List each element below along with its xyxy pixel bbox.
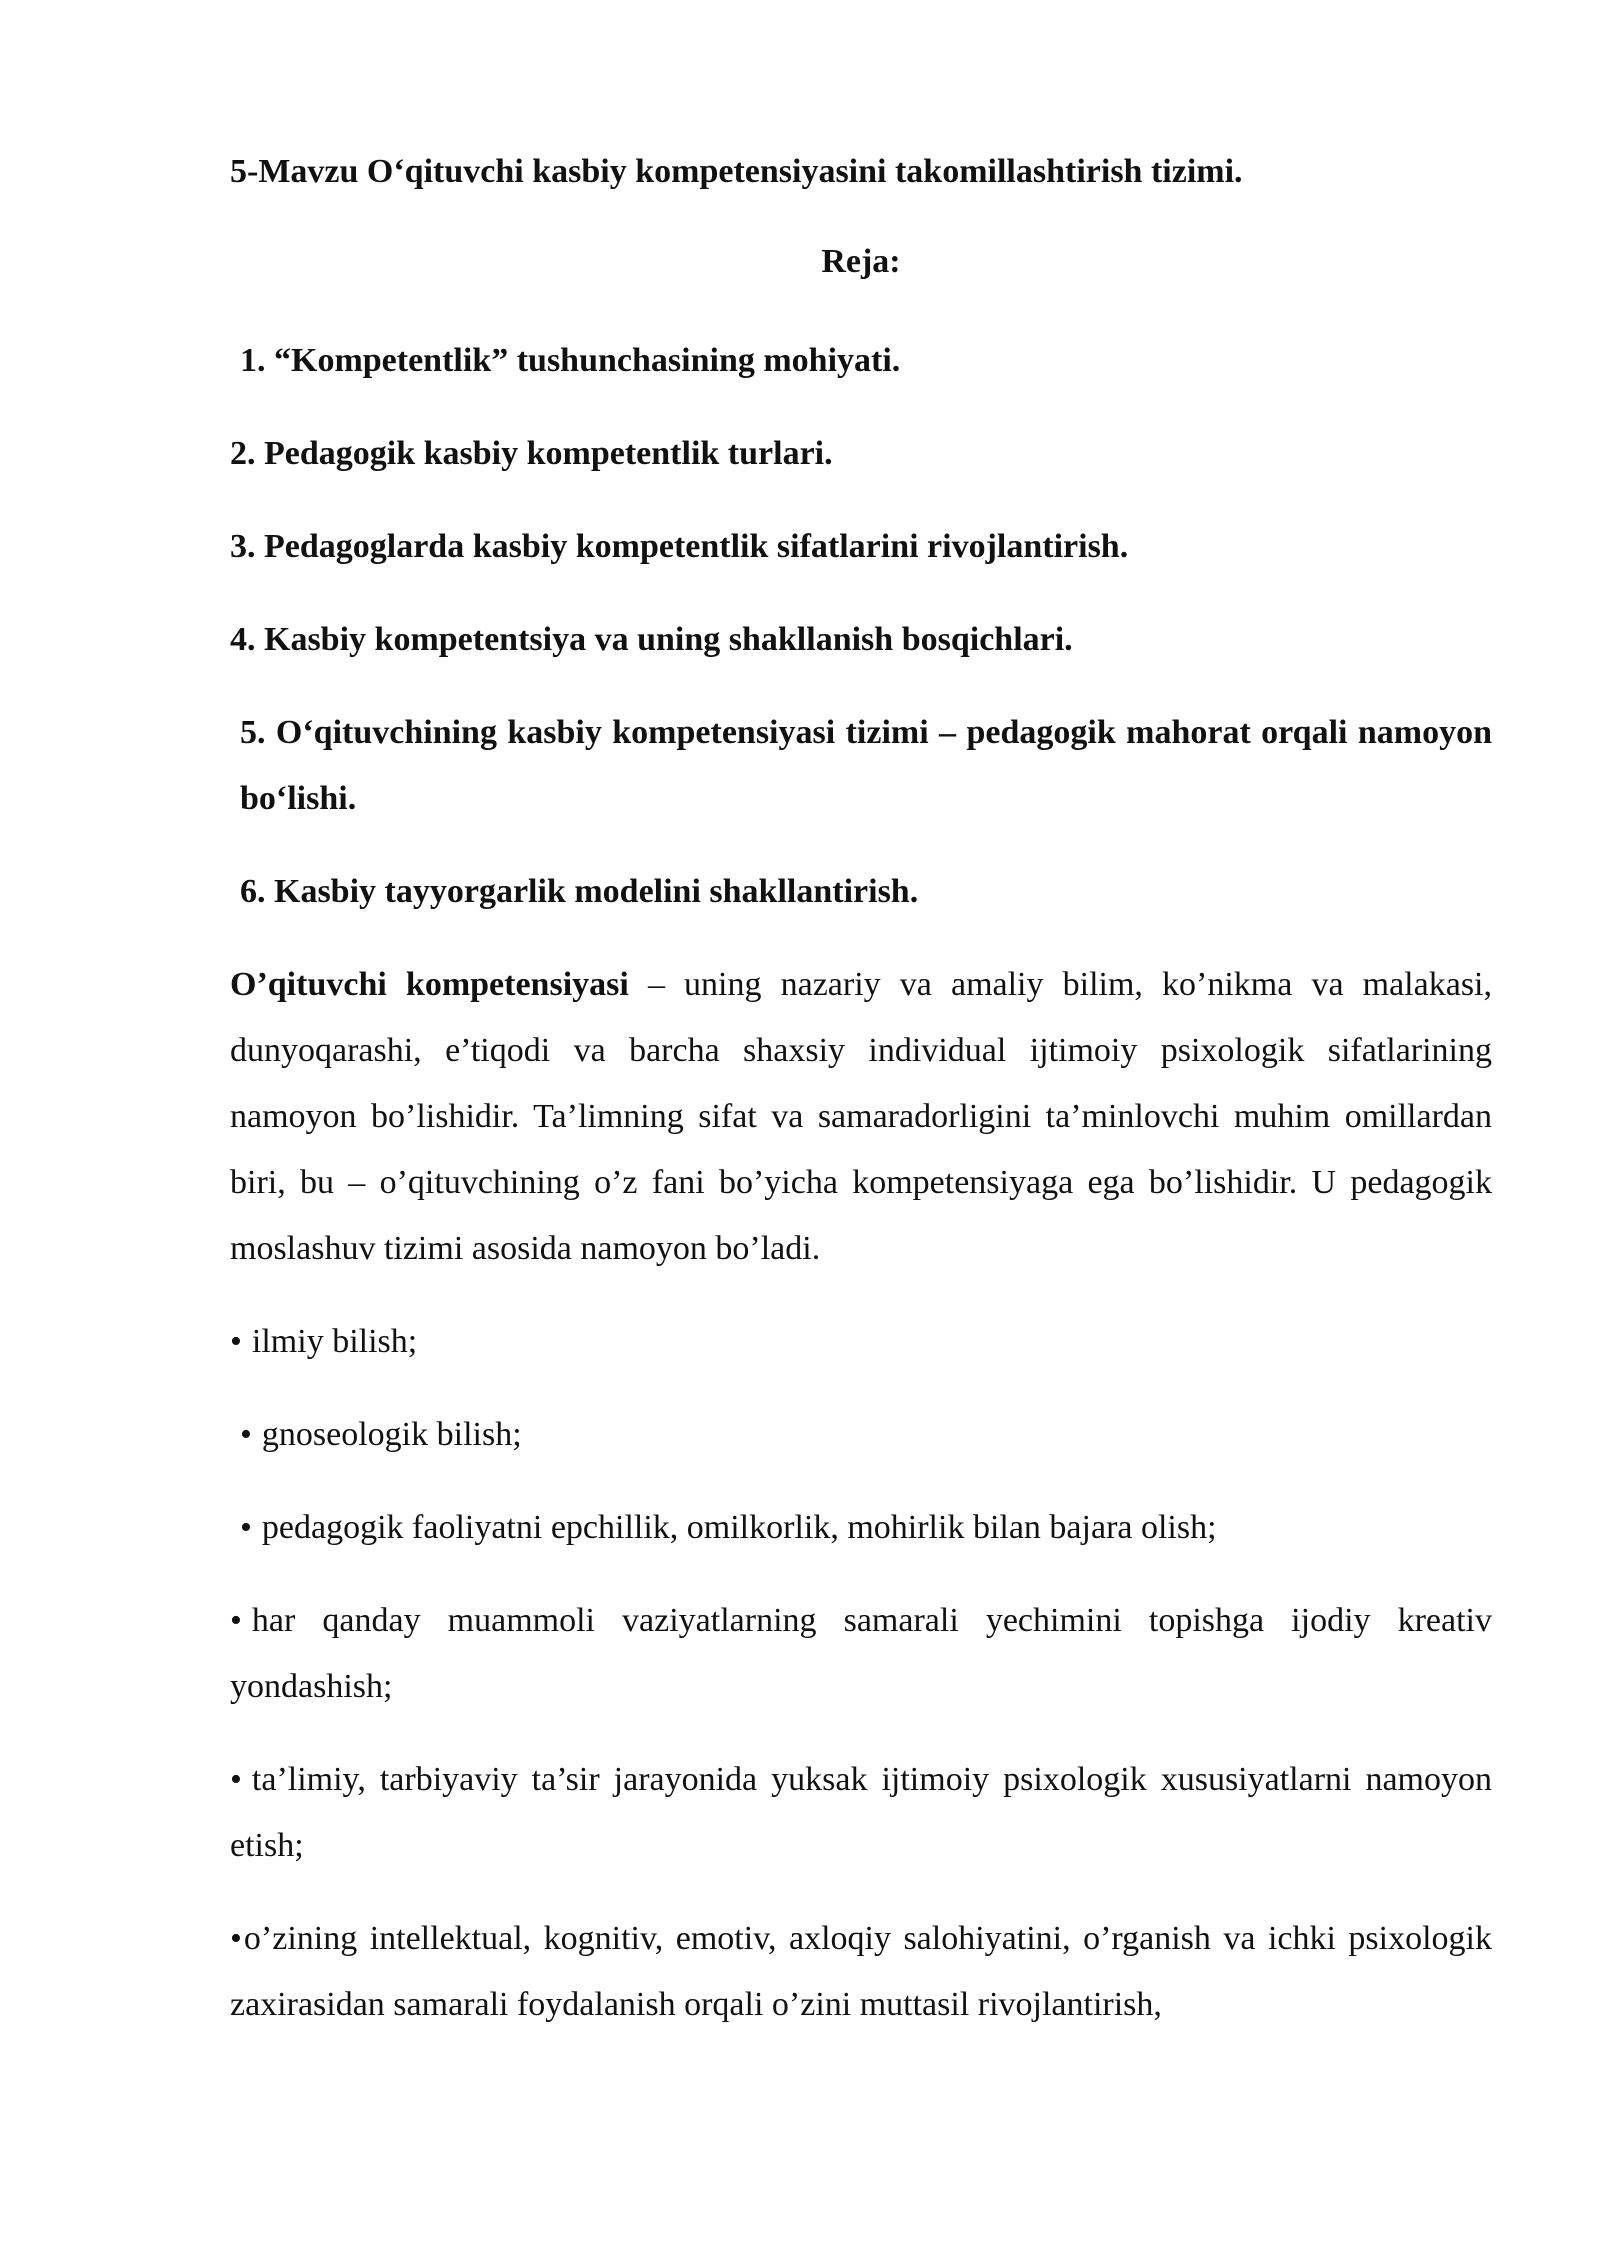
plan-item: 5. O‘qituvchining kasbiy kompetensiyasi tizimi – pedagogik mahorat orqali namoyon bo‘lishi.	[240, 714, 1492, 817]
list-item	[230, 1906, 1492, 2038]
plan-item: 6. Kasbiy tayyorgarlik modelini shakllantirish.	[240, 873, 919, 910]
definition-text: – uning nazariy va amaliy bilim, ko’nikma va malakasi, dunyoqarashi, e’tiqodi va barcha shaxsiy individual ijtimoiy psixologik sifatlarining namoyon bo’lishidir. Ta’limning sifat va samaradorligini ta’minlovchi muhim omillardan biri, bu – o’qituvchining o’z fani bo’yicha kompetensiyaga ega bo’lishidir. U pedagogik moslashuv tizimi asosida namoyon bo’ladi.	[230, 966, 1492, 1267]
bullet-icon: •	[230, 1323, 242, 1360]
plan-item: 1. “Kompetentlik” tushunchasining mohiyati.	[240, 342, 901, 379]
plan-heading: Reja:	[821, 243, 901, 280]
list-item-text: har qanday muammoli vaziyatlarning samarali yechimini topishga ijodiy kreativ yondashish;	[230, 1602, 1492, 1705]
plan-item: 2. Pedagogik kasbiy kompetentlik turlari.	[230, 435, 833, 472]
list-item-text: pedagogik faoliyatni epchillik, omilkorlik, mohirlik bilan bajara olish;	[261, 1509, 1217, 1546]
definition-term: O’qituvchi kompetensiyasi	[230, 966, 629, 1003]
list-item	[230, 1495, 1492, 1561]
list-item-text: ta’limiy, tarbiyaviy ta’sir jarayonida yuksak ijtimoiy psixologik xususiyatlarni namoyon etish;	[230, 1761, 1492, 1864]
list-item	[230, 1309, 1492, 1375]
bullet-icon: •	[230, 1602, 242, 1639]
list-item	[230, 1747, 1492, 1879]
list-item-text: ilmiy bilish;	[251, 1323, 418, 1360]
document-title: 5-Mavzu O‘qituvchi kasbiy kompetensiyasini takomillashtirish tizimi.	[230, 153, 1243, 190]
list-item	[230, 1402, 1492, 1468]
list-item	[230, 1588, 1492, 1720]
list-item-text: o’zining intellektual, kognitiv, emotiv, axloqiy salohiyatini, o’rganish va ichki psixologik zaxirasidan samarali foydalanish orqali o’zini muttasil rivojlantirish,	[230, 1920, 1492, 2023]
plan-item: 3. Pedagoglarda kasbiy kompetentlik sifatlarini rivojlantirish.	[230, 528, 1129, 565]
bullet-icon: •	[240, 1509, 252, 1546]
plan-item: 4. Kasbiy kompetentsiya va uning shakllanish bosqichlari.	[230, 621, 1073, 658]
bullet-icon: •	[230, 1920, 242, 1957]
bullet-icon: •	[240, 1416, 252, 1453]
document-page	[230, 148, 1492, 2065]
plan-list	[230, 328, 1492, 925]
bullet-icon: •	[230, 1761, 242, 1798]
bullet-list	[230, 1309, 1492, 2038]
list-item-text: gnoseologik bilish;	[261, 1416, 522, 1453]
definition-paragraph	[230, 952, 1492, 1282]
